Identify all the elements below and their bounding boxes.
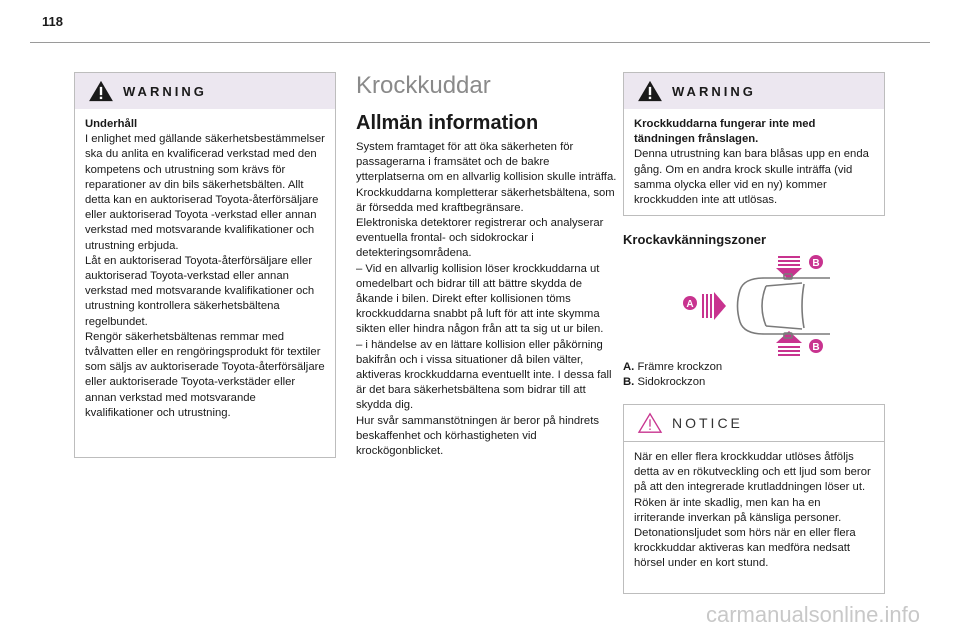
warning-paragraph: Låt en auktoriserad Toyota-återförsäljare eller auktoriserad Toyota-verkstad eller annan verkstad med motsvarande kvalifikationer och utrustning kontrollera säkerhetsbältena regelbundet. — [85, 254, 315, 328]
warning-header — [624, 73, 884, 109]
front-impact-arrows — [702, 292, 726, 320]
maintenance-warning-box — [74, 72, 336, 458]
watermark: carmanualsonline.info — [705, 602, 920, 627]
warning-paragraph: I enlighet med gällande säkerhetsbestämmelser ska du anlita en kvalificerad verkstad med den kompetens och utrustning som krävs för reparationer av din bils säkerhetsbälten. Allt detta kan en auktoriserad Toyota-återförsäljare eller auktoriserad Toyota -verkstad eller annan verkstad med motsvarande kvalifikationer och utrustning erbjuda. — [85, 133, 325, 252]
notice-header — [624, 405, 884, 442]
zone-b-bottom-badge — [809, 339, 823, 353]
zone-b-label: B — [812, 258, 820, 269]
page-number: 118 — [42, 14, 63, 29]
info-paragraph: System framtaget för att öka säkerheten för passagerarna i framsätet och de bakre ytterplatserna om en allvarlig kollision skulle inträffa. Krockkuddarna kompletterar säkerhetsbältena, som är försedda med kraftbegränsare. — [356, 141, 617, 214]
legend-item: A. Främre krockzon — [623, 361, 723, 373]
notice-title: NOTICE — [672, 415, 743, 431]
warning-triangle-icon — [87, 80, 115, 102]
info-paragraph: Elektroniska detektorer registrerar och analyserar eventuella frontal- och sidokrockar i detekteringsområdena. — [356, 217, 604, 260]
legend-item: B. Sidokrockzon — [623, 376, 706, 388]
section-title: Allmän information — [356, 112, 539, 134]
info-paragraph: – Vid en allvarlig kollision löser krockkuddarna ut omedelbart och bidrar till att bättre skydda de åkande i bilen. Direkt efter kollisionen töms krockkuddarna snabbt på luft för att inte skymma sikten eller hindra någon från att ta sig ut ur bilen. — [356, 262, 604, 336]
warning-title: WARNING — [123, 83, 207, 99]
zone-a-badge — [683, 296, 697, 310]
top-divider — [30, 42, 930, 43]
notice-paragraph: Detonationsljudet som hörs när en eller flera krockkuddar aktiveras kan medföra nedsatt hörsel under en kort stund. — [634, 527, 856, 570]
warning-header — [75, 73, 335, 109]
crash-zone-diagram — [680, 250, 830, 360]
warning-heading: Krockkuddarna fungerar inte med tändningen frånslagen. — [634, 118, 816, 146]
general-info-text — [356, 140, 618, 459]
info-paragraph: Hur svår sammanstötningen är beror på hindrets beskaffenhet och körhastigheten vid krockögonblicket. — [356, 414, 599, 458]
warning-paragraph: Denna utrustning kan bara blåsas upp en enda gång. Om en andra krock skulle inträffa (vid samma olycka eller vid en ny) kommer krockkudden inte att utlösas. — [634, 148, 869, 207]
zone-a-label: A — [686, 299, 694, 310]
notice-triangle-icon — [636, 412, 664, 434]
notice-paragraph: Röken är inte skadlig, men kan ha en irriterande inverkan på känsliga personer. — [634, 496, 842, 524]
zone-b-label: B — [812, 342, 820, 353]
info-paragraph: – i händelse av en lättare kollision eller påkörning bakifrån och i vissa situationer då bilen välter, aktiveras krockkuddarna eventuellt inte. I dessa fall är det bara säkerhetsbältena som bidrar till att skydda dig. — [356, 338, 612, 412]
warning-heading: Underhåll — [85, 118, 138, 130]
airbag-warning-box — [623, 72, 885, 216]
warning-paragraph: Rengör säkerhetsbältenas remmar med tvålvatten eller en rengöringsprodukt för textiler som säljs av auktoriserade Toyota-återförsäljare eller auktoriserade Toyota-verkstäder eller annan verkstad med motsvarande kvalifikationer och utrustning. — [85, 330, 325, 419]
zone-b-top-badge — [809, 255, 823, 269]
top-side-impact-arrows — [776, 256, 802, 280]
warning-title: WARNING — [672, 83, 756, 99]
notice-paragraph: När en eller flera krockkuddar utlöses åtföljs detta av en rökutveckling och ett ljud som beror på att den integrerade krutladdningen löser ut. — [634, 451, 871, 494]
zones-legend — [623, 360, 722, 390]
chapter-title: Krockkuddar — [356, 72, 491, 99]
zones-title: Krockavkänningszoner — [623, 232, 767, 247]
notice-box — [623, 404, 885, 594]
car-top-view — [738, 274, 831, 338]
warning-triangle-icon — [636, 80, 664, 102]
